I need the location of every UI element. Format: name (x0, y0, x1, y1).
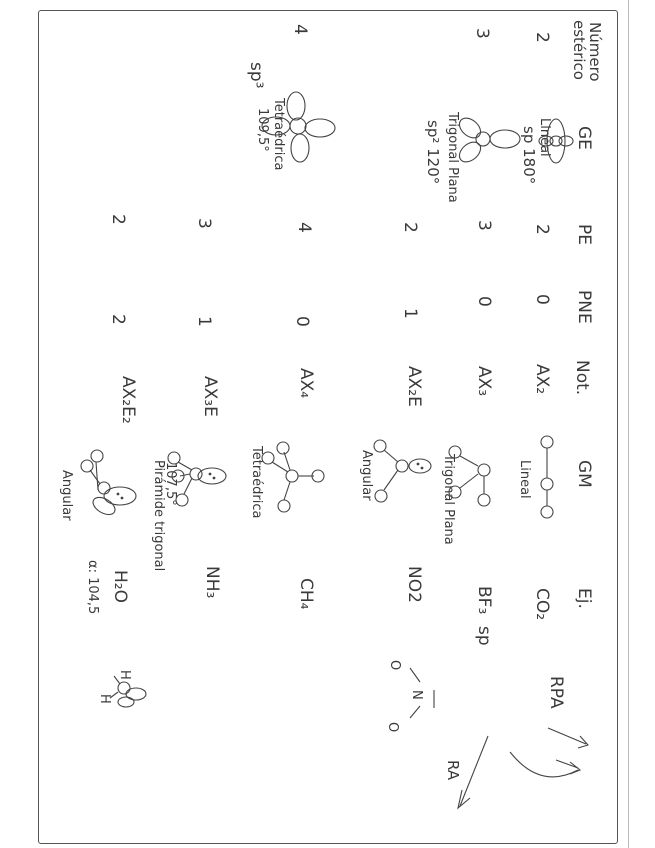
header-numero: Número (586, 22, 604, 82)
row6-gm: Angular (59, 470, 74, 521)
h2o-hydrogen-1: H (117, 670, 132, 680)
trigonal-planar-molecule-sketch (449, 446, 490, 506)
no2-nitrogen: N (409, 690, 424, 700)
row1-ge-geometry: Lineal (537, 118, 552, 157)
rpa-label: RPA (546, 676, 566, 709)
row4-example: CH₄ (296, 578, 316, 610)
row2-ge-hybrid: sp² 120° (424, 120, 442, 185)
header-gm: GM (574, 460, 594, 488)
tetrahedral-molecule-sketch (262, 442, 324, 512)
trigonal-orbital-sketch (456, 114, 520, 166)
angular-molecule-sketch (374, 440, 431, 502)
row2-notation: AX₃ (474, 366, 494, 397)
header-ej: Ej. (574, 588, 594, 609)
no2-structure-sketch (410, 668, 434, 718)
row1-ge-hybrid: sp 180° (520, 126, 538, 185)
row3-gm: Angular (359, 450, 374, 501)
row2-example-extra: sp (474, 626, 494, 646)
row3-notation: AX₂E (404, 366, 424, 407)
row5-notation: AX₃E (200, 376, 220, 417)
row3-pe: 2 (400, 222, 420, 233)
row4-notation: AX₄ (296, 368, 316, 399)
no2-oxygen-2: O (385, 722, 400, 733)
row6-pne: 2 (108, 314, 128, 325)
row1-notation: AX₂ (532, 364, 552, 395)
row4-pe: 4 (294, 222, 314, 233)
row6-notation: AX₂E₂ (118, 376, 138, 424)
row4-gm: Tetraédrica (249, 446, 264, 519)
h2o-hydrogen-2: H (97, 694, 112, 704)
row1-steric-number: 2 (532, 32, 552, 43)
linear-orbital-sketch (539, 119, 573, 163)
trigonal-pyramid-molecule-sketch (168, 452, 226, 506)
bent-molecule-sketch (81, 450, 136, 518)
row4-ge-geometry: Tetraédrica (271, 98, 286, 171)
header-ge: GE (574, 126, 594, 150)
row2-ge-geometry: Trigonal Plana (445, 112, 460, 203)
row4-pne: 0 (292, 316, 312, 327)
row1-gm: Lineal (517, 460, 532, 499)
tetrahedral-orbital-sketch (262, 92, 335, 162)
row1-pe: 2 (532, 224, 552, 235)
row5-gm-angle: 107,5° (163, 462, 178, 506)
row1-example: CO₂ (532, 588, 552, 621)
row2-example: BF₃ (474, 586, 494, 615)
h2o-structure-sketch (110, 676, 146, 707)
row4-ge-angle: 109,5° (255, 108, 270, 152)
header-esterico: estérico (570, 20, 588, 80)
row6-example-angle: α: 104,5 (85, 560, 100, 615)
row5-gm: Pirámide trigonal (151, 460, 166, 572)
row6-pe: 2 (108, 214, 128, 225)
row5-pne: 1 (194, 316, 214, 327)
row3-example: NO2 (404, 566, 424, 603)
row2-gm: Trigonal Plana (441, 454, 456, 545)
linear-molecule-sketch (541, 436, 553, 518)
row2-pe: 3 (474, 220, 494, 231)
row2-steric-number: 3 (472, 28, 492, 39)
row5-pe: 3 (194, 218, 214, 229)
row4-ge-hybrid: sp³ (246, 62, 266, 89)
rpa-arrows-sketch (458, 728, 588, 808)
row2-pne: 0 (474, 296, 494, 307)
row3-pne: 1 (400, 308, 420, 319)
header-pe: PE (574, 224, 594, 245)
ra-label: RA (444, 760, 462, 781)
header-pne: PNE (574, 290, 594, 324)
header-not: Not. (572, 360, 592, 396)
row1-pne: 0 (532, 294, 552, 305)
row4-steric-number: 4 (290, 24, 310, 35)
row5-example: NH₃ (202, 566, 222, 599)
row6-example: H₂O (110, 570, 130, 603)
no2-oxygen-1: O (387, 660, 402, 671)
